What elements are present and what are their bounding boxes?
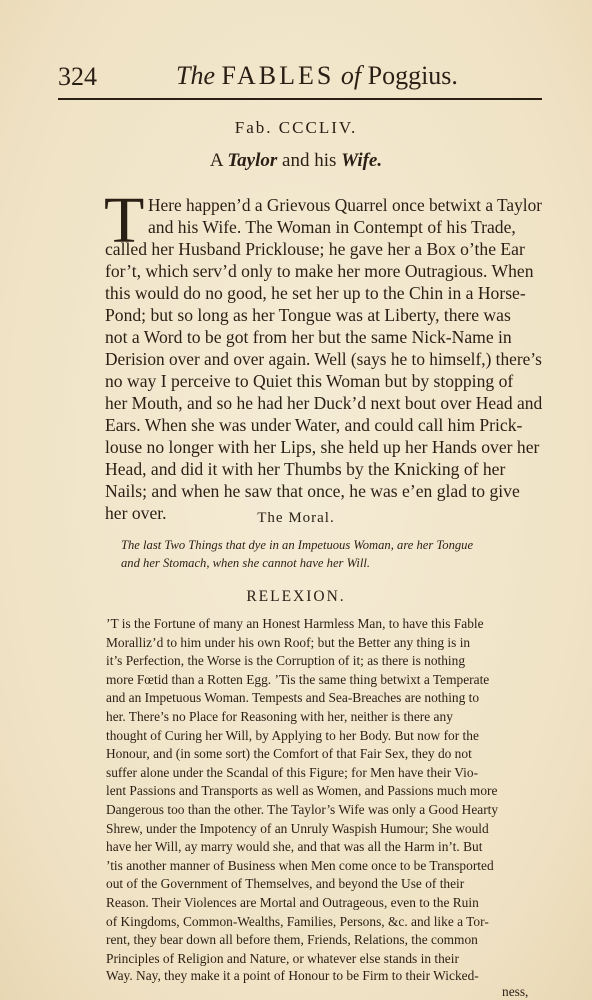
running-title-poggius: Poggius. [367, 61, 458, 90]
reflexion-line: ’tis another manner of Business when Men come once to be Transported [106, 857, 494, 873]
running-title-of: of [340, 61, 362, 90]
fable-title-and-his: and his [282, 150, 337, 171]
reflexion-line: Reason. Their Violences are Mortal and Outrageous, even to the Ruin [106, 895, 479, 910]
reflexion-line: Shrew, under the Impotency of an Unruly Waspish Humour; She would [106, 820, 489, 836]
reflexion-line: Dangerous too than the other. The Taylor’s Wife was only a Good Hearty [106, 802, 499, 817]
fable-title [0, 150, 592, 172]
fable-number: Fab. CCCLIV. [234, 118, 358, 137]
reflexion-line: thought of Curing her Will, by Applying to her Body. But now for the [106, 727, 479, 743]
fable-title-wife: Wife. [341, 150, 383, 171]
fable-line: this would do no good, he set her up to the Chin in a Horse- [105, 283, 526, 303]
fable-line: Head, and did it with her Thumbs by the Knicking of her [105, 459, 506, 479]
reflexion-line: her. There’s no Place for Reasoning with her, neither is there any [106, 709, 453, 724]
reflexion-line: out of the Government of Themselves, and beyond the Use of their [106, 876, 465, 892]
running-title-fables: FABLES [221, 61, 335, 90]
running-title [176, 61, 458, 91]
fable-line: Nails; and when he saw that once, he was e’en glad to give [105, 481, 520, 501]
fable-title-taylor: Taylor [227, 150, 278, 171]
reflexion-line: Moralliz’d to him under his own Roof; but the Better any thing is in [106, 634, 471, 650]
fable-line: Ears. When she was under Water, and could call him Prick- [105, 415, 523, 435]
reflexion-line: suffer alone under the Scandal of this Figure; for Men have their Vio- [106, 764, 479, 780]
running-head [58, 58, 542, 96]
reflexion-line: Principles of Religion and Nature, or whatever else stands in their [106, 950, 459, 966]
fable-line: not a Word to be got from her but the same Nick-Name in [105, 327, 512, 347]
catchword: ness, [502, 984, 529, 999]
fable-line: Derision over and over again. Well (says he to himself,) there’s [105, 349, 542, 369]
reflexion-line: and an Impetuous Woman. Tempests and Sea-Breaches are nothing to [106, 690, 480, 706]
fable-line: no way I perceive to Quiet this Woman but by stopping of [105, 371, 514, 391]
fable-line: her over. [105, 503, 167, 523]
fable-line: for’t, which serv’d only to make her more Outragious. When [105, 261, 534, 281]
drop-cap: T [104, 184, 145, 257]
running-title-the: The [176, 61, 215, 90]
fable-line: Pond; but so long as her Tongue was at Liberty, there was [105, 305, 511, 325]
reflexion-line: Honour, and (in some sort) the Comfort of that Fair Sex, they do not [106, 746, 472, 762]
reflexion-line: rent, they bear down all before them, Friends, Relations, the common [106, 932, 478, 948]
reflexion-line: ’T is the Fortune of many an Honest Harmless Man, to have this Fable [106, 616, 484, 631]
moral-line: and her Stomach, when she cannot have her Will. [121, 556, 371, 570]
reflexion-line: more Fœtid than a Rotten Egg. ’Tis the same thing betwixt a Temperate [106, 671, 490, 687]
fable-line: her Mouth, and so he had her Duck’d next bout over Head and [105, 393, 543, 413]
fable-line: and his Wife. The Woman in Contempt of his Trade, [148, 217, 516, 237]
reflexion-line: lent Passions and Transports as well as Women, and Passions much more [106, 783, 498, 799]
page-number: 324 [58, 62, 97, 91]
reflexion-line: have her Will, ay marry would she, and that was all the Harm in’t. But [106, 839, 483, 855]
fable-line: called her Husband Pricklouse; he gave her a Box o’the Ear [105, 239, 525, 259]
reflexion-line: Way. Nay, they make it a point of Honour to be Firm to their Wicked- [106, 968, 479, 983]
moral-heading: The Moral. [257, 510, 335, 526]
reflexion-line: it’s Perfection, the Worse is the Corruption of it; as there is nothing [106, 653, 466, 669]
reflexion-heading: RELEXION. [246, 588, 346, 605]
fable-line: louse no longer with her Lips, she held up her Hands over her [105, 437, 540, 457]
fable-line: Here happen’d a Grievous Quarrel once betwixt a Taylor [148, 195, 543, 215]
fable-title-a: A [209, 150, 223, 171]
reflexion-line: of Kingdoms, Common-Wealths, Families, Persons, &c. and like a Tor- [106, 913, 489, 929]
head-rule [58, 98, 542, 100]
moral-line: The last Two Things that dye in an Impetuous Woman, are her Tongue [121, 538, 474, 552]
